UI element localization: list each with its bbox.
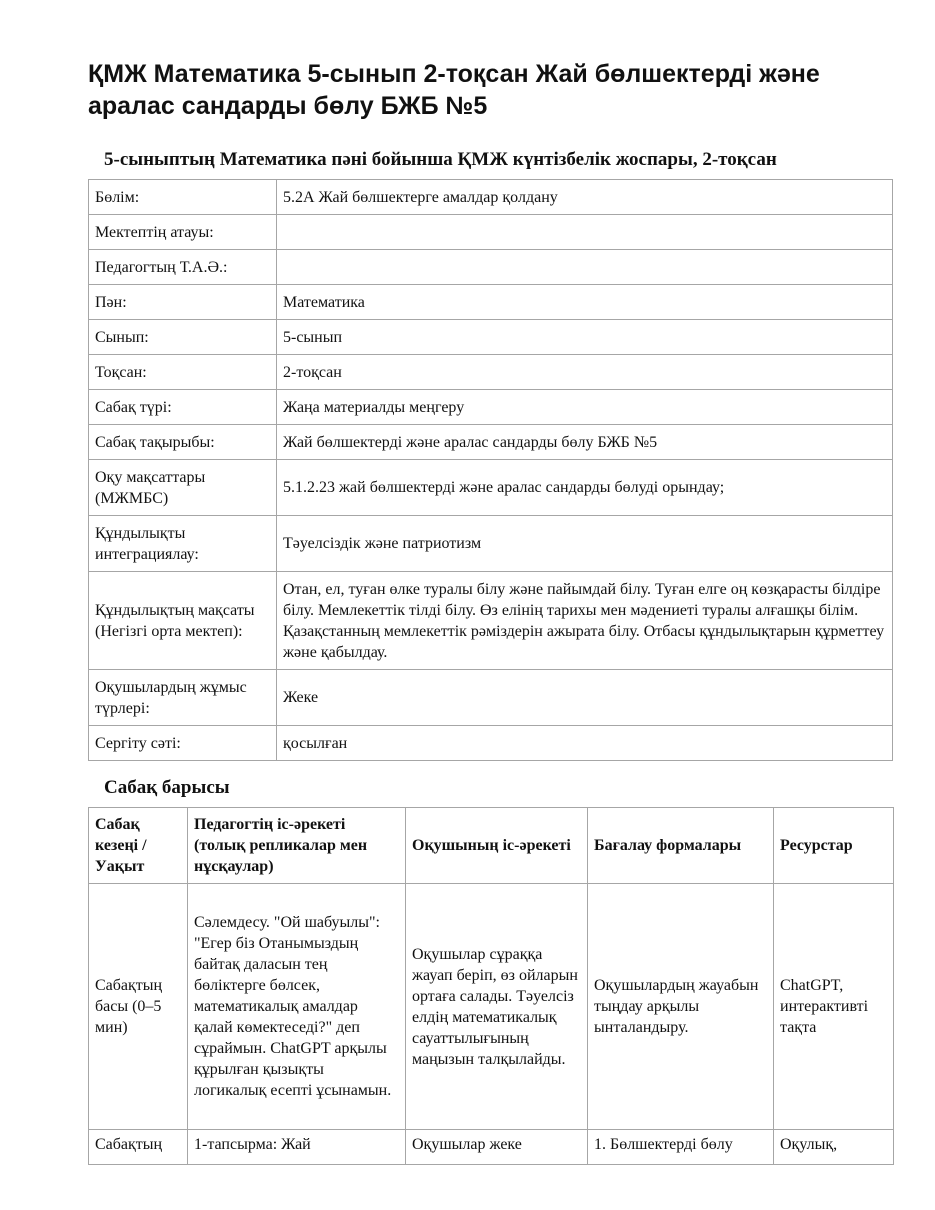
info-value: [277, 215, 893, 250]
info-row: [89, 180, 893, 215]
info-label: Оқу мақсаттары (МЖМБС): [89, 460, 277, 516]
info-value: Жеке: [277, 670, 893, 726]
info-label: Құндылықтың мақсаты (Негізгі орта мектеп):: [89, 572, 277, 670]
table-cell: Сабақтың басы (0–5 мин): [89, 884, 188, 1130]
info-value: 5.2А Жай бөлшектерге амалдар қолдану: [277, 180, 893, 215]
table-cell: Сәлемдесу. "Ой шабуылы": "Егер біз Отанымыздың байтақ даласын тең бөліктерге бөлсек, математикалық амалдар қалай көмектеседі?" деп сұраймын. ChatGPT арқылы құрылған қызықты логикалық есепті ұсынамын.: [188, 884, 406, 1130]
info-row: [89, 250, 893, 285]
lesson-flow-table: [88, 807, 894, 1165]
info-row: [89, 390, 893, 425]
info-value: Жаңа материалды меңгеру: [277, 390, 893, 425]
info-row: [89, 670, 893, 726]
info-label: Оқушылардың жұмыс түрлері:: [89, 670, 277, 726]
info-row: [89, 460, 893, 516]
lesson-info-table: [88, 179, 893, 761]
info-label: Сабақ түрі:: [89, 390, 277, 425]
info-label: Тоқсан:: [89, 355, 277, 390]
plan-heading: 5-сыныптың Математика пәні бойынша ҚМЖ күнтізбелік жоспары, 2-тоқсан: [104, 149, 777, 170]
table-cell: Оқулық,: [774, 1130, 894, 1165]
lesson-heading: Сабақ барысы: [104, 777, 230, 798]
info-row: [89, 572, 893, 670]
info-value: 5.1.2.23 жай бөлшектерді және аралас сандарды бөлуді орындау;: [277, 460, 893, 516]
table-cell: Оқушылардың жауабын тыңдау арқылы ынталандыру.: [588, 884, 774, 1130]
table-cell: 1-тапсырма: Жай: [188, 1130, 406, 1165]
info-value: 5-сынып: [277, 320, 893, 355]
info-label: Сергіту сәті:: [89, 726, 277, 761]
info-value: қосылған: [277, 726, 893, 761]
column-header: Ресурстар: [774, 808, 894, 884]
column-header: Оқушының іс-әрекеті: [406, 808, 588, 884]
info-row: [89, 215, 893, 250]
table-cell: Оқушылар сұраққа жауап беріп, өз ойларын ортаға салады. Тәуелсіз елдің математикалық сауаттылығының маңызын талқылайды.: [406, 884, 588, 1130]
table-cell: ChatGPT, интерактивті тақта: [774, 884, 894, 1130]
document-title: ҚМЖ Математика 5-сынып 2-тоқсан Жай бөлшектерді және аралас сандарды бөлу БЖБ №5: [88, 60, 820, 120]
table-row: [89, 1130, 894, 1165]
column-header: Бағалау формалары: [588, 808, 774, 884]
info-label: Сынып:: [89, 320, 277, 355]
info-label: Мектептің атауы:: [89, 215, 277, 250]
info-row: [89, 355, 893, 390]
info-value: 2-тоқсан: [277, 355, 893, 390]
table-row: [89, 884, 894, 1130]
info-label: Пән:: [89, 285, 277, 320]
table-cell: Оқушылар жеке: [406, 1130, 588, 1165]
column-header: Сабақ кезеңі / Уақыт: [89, 808, 188, 884]
table-cell: Сабақтың: [89, 1130, 188, 1165]
info-value: [277, 250, 893, 285]
info-value: Жай бөлшектерді және аралас сандарды бөлу БЖБ №5: [277, 425, 893, 460]
info-label: Бөлім:: [89, 180, 277, 215]
info-row: [89, 425, 893, 460]
info-value: Математика: [277, 285, 893, 320]
info-value: Отан, ел, туған өлке туралы білу және пайымдай білу. Туған елге оң көзқарасты білдіре білу. Мемлекеттік тілді білу. Өз елінің тарихы мен мәдениеті туралы алғашқы білім. Қазақстанның мемлекеттік рәміздерін ажырата білу. Отбасы құндылықтарын құрметтеу және қабылдау.: [277, 572, 893, 670]
column-header: Педагогтің іс-әрекеті (толық репликалар мен нұсқаулар): [188, 808, 406, 884]
info-value: Тәуелсіздік және патриотизм: [277, 516, 893, 572]
info-label: Құндылықты интеграциялау:: [89, 516, 277, 572]
info-label: Сабақ тақырыбы:: [89, 425, 277, 460]
info-row: [89, 726, 893, 761]
table-cell: 1. Бөлшектерді бөлу: [588, 1130, 774, 1165]
info-label: Педагогтың Т.А.Ә.:: [89, 250, 277, 285]
info-row: [89, 516, 893, 572]
table-header-row: [89, 808, 894, 884]
info-row: [89, 285, 893, 320]
info-row: [89, 320, 893, 355]
